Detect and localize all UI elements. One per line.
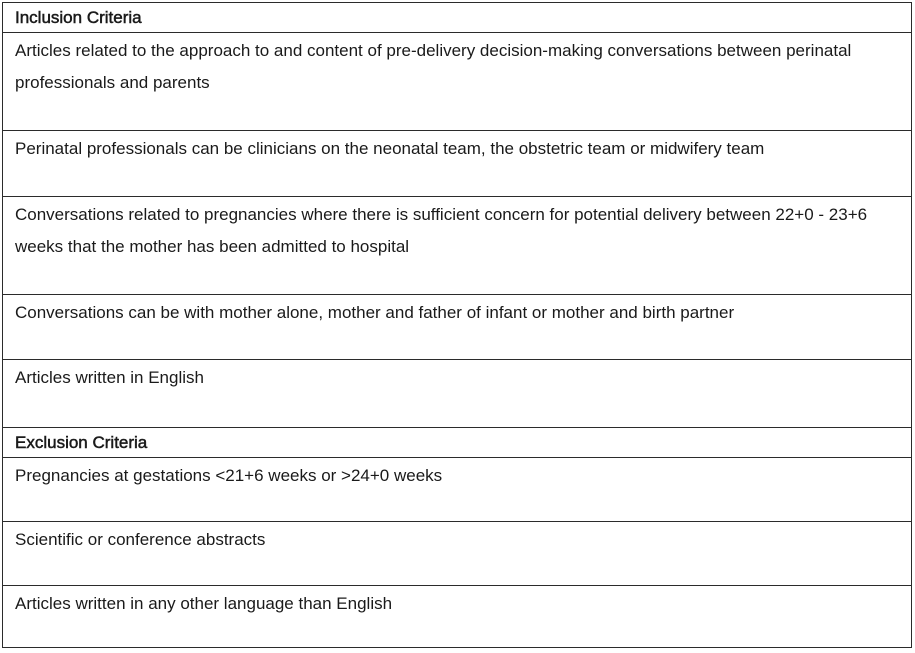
exclusion-criteria-text: Articles written in any other language than English	[15, 594, 393, 613]
inclusion-criteria-row	[3, 360, 911, 428]
criteria-table	[2, 2, 912, 648]
exclusion-criteria-row	[3, 458, 911, 522]
exclusion-criteria-row	[3, 586, 911, 648]
inclusion-criteria-row	[3, 33, 911, 131]
inclusion-criteria-text: Conversations can be with mother alone, mother and father of infant or mother and birth partner	[15, 303, 735, 322]
inclusion-criteria-text: Conversations related to pregnancies where there is sufficient concern for potential delivery between 22+0 - 23+6 weeks that the mother has been admitted to hospital	[15, 205, 868, 256]
exclusion-criteria-header	[3, 428, 911, 458]
exclusion-criteria-header-text: Exclusion Criteria	[15, 433, 148, 452]
inclusion-criteria-text: Articles written in English	[15, 368, 204, 387]
inclusion-criteria-header	[3, 3, 911, 33]
exclusion-criteria-text: Pregnancies at gestations <21+6 weeks or >24+0 weeks	[15, 466, 443, 485]
inclusion-criteria-text: Articles related to the approach to and content of pre-delivery decision-making conversations between perinatal professionals and parents	[15, 41, 852, 92]
exclusion-criteria-text: Scientific or conference abstracts	[15, 530, 266, 549]
inclusion-criteria-row	[3, 295, 911, 360]
exclusion-criteria-row	[3, 522, 911, 586]
inclusion-criteria-text: Perinatal professionals can be clinicians on the neonatal team, the obstetric team or midwifery team	[15, 139, 765, 158]
inclusion-criteria-row	[3, 197, 911, 295]
inclusion-criteria-header-text: Inclusion Criteria	[15, 8, 142, 27]
inclusion-criteria-row	[3, 131, 911, 197]
